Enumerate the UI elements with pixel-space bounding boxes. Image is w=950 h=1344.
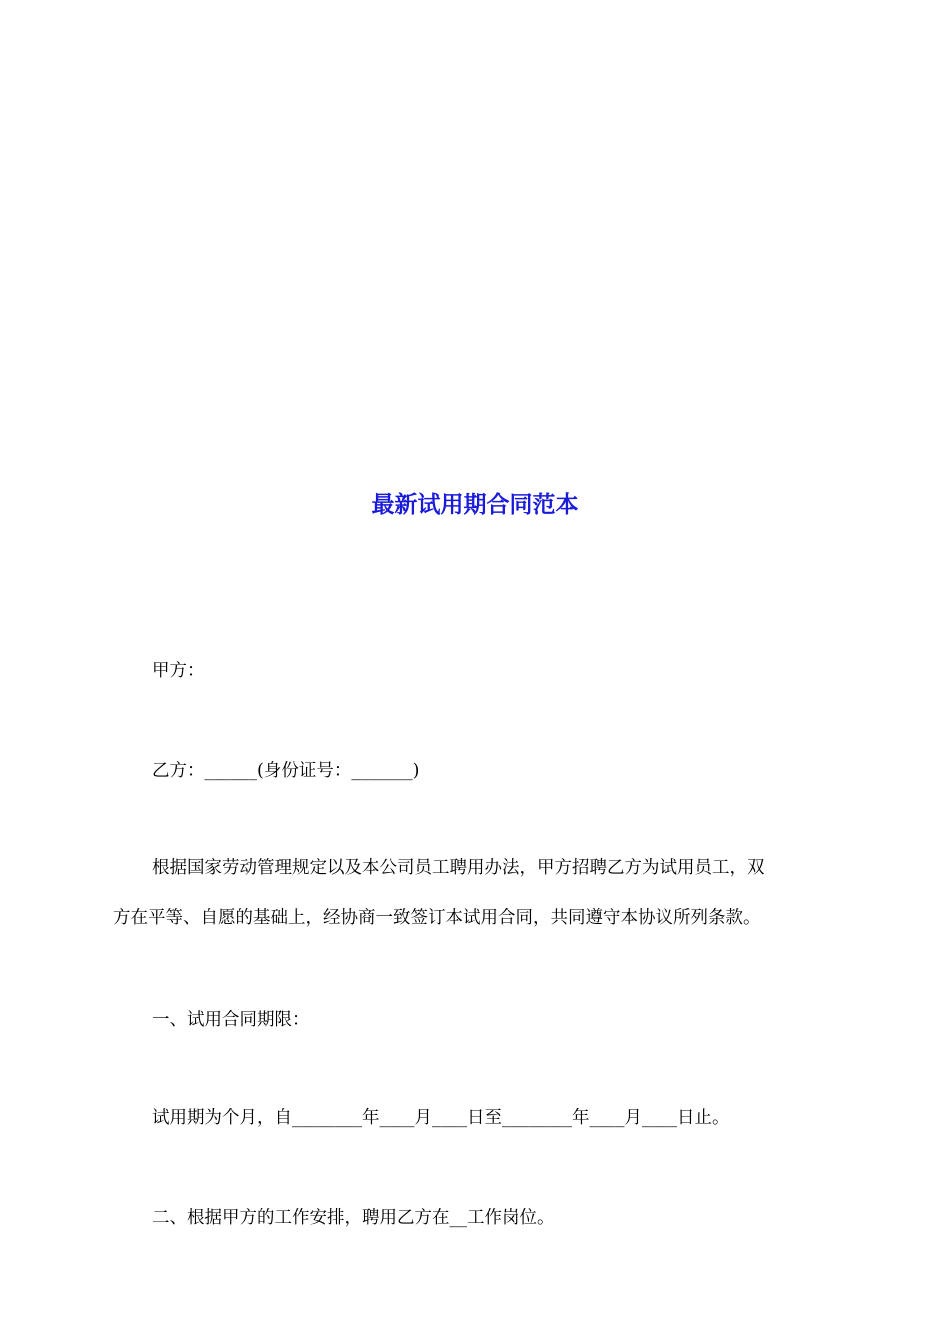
intro-paragraph-line-1: 根据国家劳动管理规定以及本公司员工聘用办法，甲方招聘乙方为试用员工，双 — [152, 858, 765, 878]
section-2-line: 二、根据甲方的工作安排，聘用乙方在__工作岗位。 — [152, 1208, 555, 1228]
section-1-body: 试用期为个月，自________年____月____日至________年____月____日止。 — [152, 1108, 730, 1128]
section-1-heading: 一、试用合同期限： — [152, 1010, 310, 1030]
intro-paragraph-line-2: 方在平等、自愿的基础上，经协商一致签订本试用合同，共同遵守本协议所列条款。 — [113, 908, 761, 928]
party-a-line: 甲方： — [152, 661, 205, 681]
document-title: 最新试用期合同范本 — [371, 491, 579, 518]
party-b-line: 乙方：______(身份证号：_______) — [152, 761, 420, 781]
